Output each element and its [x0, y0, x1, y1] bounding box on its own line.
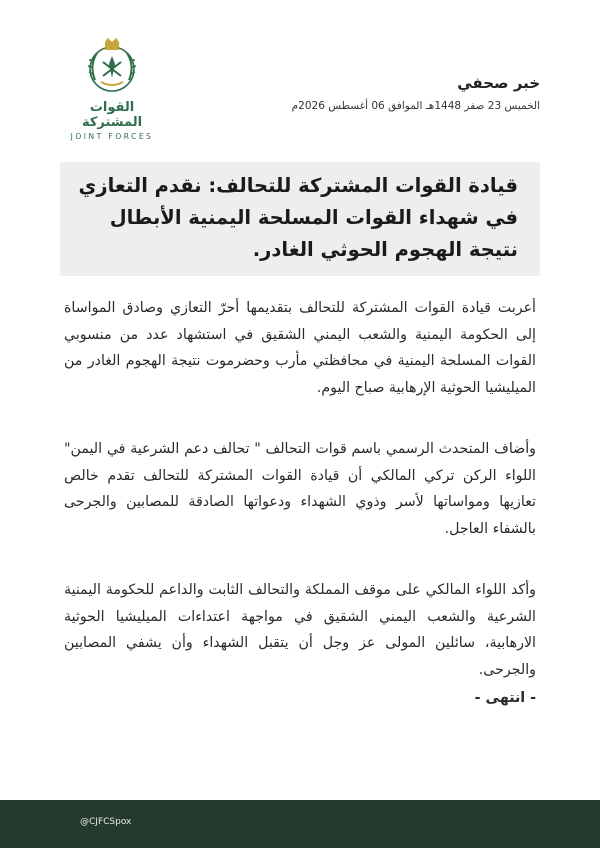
- paragraph-3: وأكد اللواء المالكي على موقف المملكة والتحالف الثابت والداعم للحكومة اليمنية الشرعية والشعب اليمني الشقيق في مواجهة اعتداءات الميليشيا الحوثية الارهابية، سائلين المولى عز وجل أن يتقبل الشهداء وأن يشفي المصابين والجرحى.: [64, 582, 536, 678]
- page-title: قيادة القوات المشتركة للتحالف: نقدم التعازي في شهداء القوات المسلحة اليمنية الأبطال نتيجة الهجوم الحوثي الغادر.: [78, 174, 518, 261]
- document-header: [292, 74, 540, 112]
- title-box: [60, 162, 540, 276]
- emblem-icon: [81, 36, 143, 98]
- paragraph-1: أعربت قيادة القوات المشتركة للتحالف بتقديمها أحرّ التعازي وصادق المواساة إلى الحكومة اليمنية والشعب اليمني الشقيق في استشهاد عدد من منسوبي القوات المسلحة اليمنية في محافظتي مأرب وحضرموت نتيجة الهجوم الغادر من الميليشيا الحوثية الإرهابية صباح اليوم.: [64, 300, 536, 396]
- footer-bar: [0, 800, 600, 848]
- document-type: خبر صحفي: [457, 74, 540, 92]
- logo-english-text: JOINT FORCES: [70, 132, 154, 141]
- paragraph-2: وأضاف المتحدث الرسمي باسم قوات التحالف " تحالف دعم الشرعية في اليمن" اللواء الركن تركي المالكي أن قيادة القوات المشتركة للتحالف تقدم خالص تعازيها ومواساتها لأسر وذوي الشهداء ودعواتها الصادقة للمصابين والجرحى بالشفاء العاجل.: [64, 441, 536, 537]
- logo-arabic-text: القوات المشتركة: [81, 100, 143, 130]
- twitter-handle[interactable]: @CJFCSpox: [80, 817, 132, 827]
- document-date: الخميس 23 صفر 1448هـ الموافق 06 أغسطس 2026م: [291, 100, 540, 112]
- joint-forces-logo: [62, 36, 162, 141]
- article-body: [64, 295, 536, 712]
- closing-mark: - انتهى -: [474, 690, 536, 706]
